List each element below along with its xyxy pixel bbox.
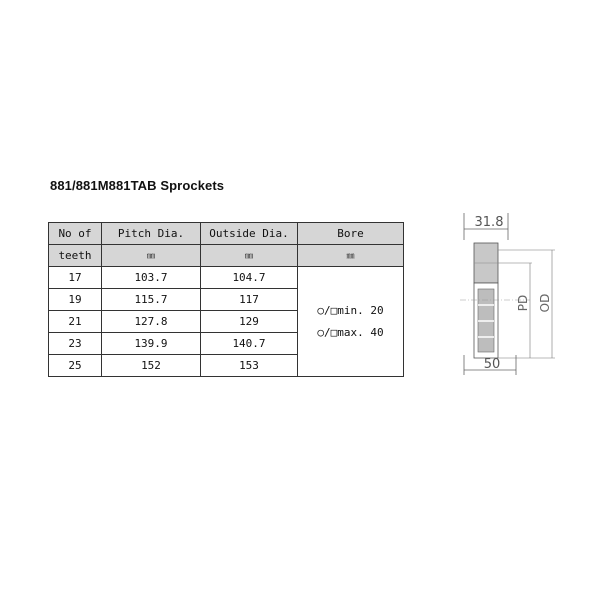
cell-teeth: 17 (49, 267, 102, 289)
header-outside-dia: Outside Dia. (201, 223, 298, 245)
unit-bore: ㎜ (298, 245, 404, 267)
sprocket-spec-table (48, 222, 404, 377)
table-row (49, 267, 404, 289)
cell-pitch: 139.9 (102, 333, 201, 355)
header-teeth-2: teeth (49, 245, 102, 267)
table-units-row (49, 245, 404, 267)
cell-pitch: 127.8 (102, 311, 201, 333)
sprocket-drawing (450, 205, 570, 380)
cell-teeth: 23 (49, 333, 102, 355)
table-header-row (49, 223, 404, 245)
unit-outside: ㎜ (201, 245, 298, 267)
cell-outside: 129 (201, 311, 298, 333)
cell-outside: 117 (201, 289, 298, 311)
od-label: OD (538, 293, 552, 313)
header-pitch-dia: Pitch Dia. (102, 223, 201, 245)
cell-outside: 104.7 (201, 267, 298, 289)
page-title: 881/881M881TAB Sprockets (50, 178, 225, 193)
pd-label: PD (516, 294, 530, 312)
top-dimension: 31.8 (474, 215, 504, 230)
cell-teeth: 19 (49, 289, 102, 311)
cell-outside: 140.7 (201, 333, 298, 355)
cell-pitch: 152 (102, 355, 201, 377)
cell-teeth: 25 (49, 355, 102, 377)
cell-outside: 153 (201, 355, 298, 377)
bore-min: ○/□min. 20 (317, 303, 384, 317)
header-bore: Bore (298, 223, 404, 245)
unit-pitch: ㎜ (102, 245, 201, 267)
cell-bore (298, 267, 404, 377)
header-teeth: No of (49, 223, 102, 245)
cell-pitch: 103.7 (102, 267, 201, 289)
cell-teeth: 21 (49, 311, 102, 333)
bore-max: ○/□max. 40 (317, 325, 384, 339)
bottom-dimension: 50 (483, 357, 501, 372)
cell-pitch: 115.7 (102, 289, 201, 311)
